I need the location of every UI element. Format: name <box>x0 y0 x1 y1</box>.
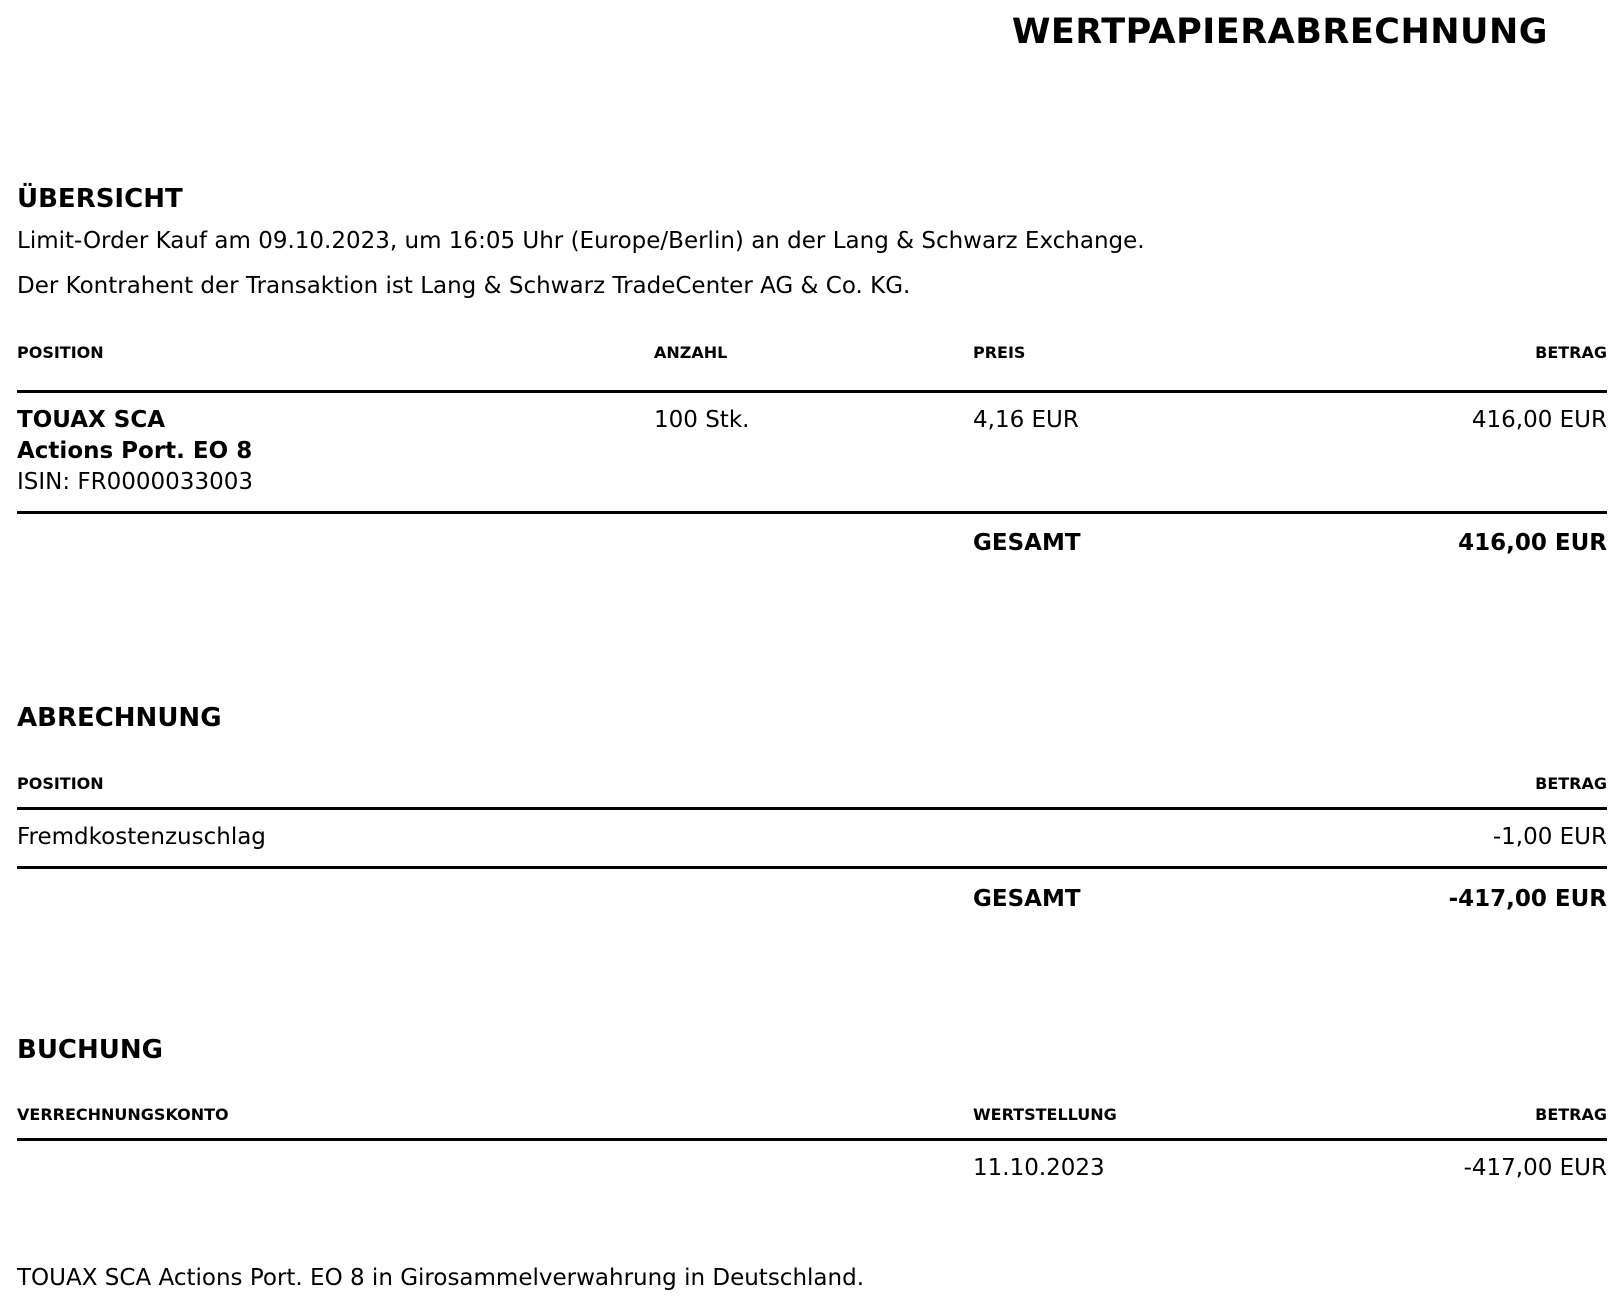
overview-heading: ÜBERSICHT <box>17 184 183 214</box>
booking-heading: BUCHUNG <box>17 1035 163 1065</box>
booking-amount: -417,00 EUR <box>1463 1155 1607 1181</box>
custody-note: TOUAX SCA Actions Port. EO 8 in Girosammelverwahrung in Deutschland. <box>17 1265 865 1291</box>
settlement-total-label: GESAMT <box>973 886 1081 912</box>
booking-col-amount: BETRAG <box>1535 1105 1607 1124</box>
fee-label: Fremdkostenzuschlag <box>17 824 266 850</box>
settlement-total-value: -417,00 EUR <box>1448 886 1607 912</box>
security-isin: ISIN: FR0000033003 <box>17 469 253 495</box>
booking-col-account: VERRECHNUNGSKONTO <box>17 1105 229 1124</box>
security-amount: 416,00 EUR <box>1471 407 1607 433</box>
overview-total-rule <box>17 511 1607 514</box>
overview-total-label: GESAMT <box>973 530 1081 556</box>
security-price: 4,16 EUR <box>973 407 1079 433</box>
booking-col-value-date: WERTSTELLUNG <box>973 1105 1117 1124</box>
overview-col-amount: BETRAG <box>1535 343 1607 362</box>
booking-header-rule <box>17 1138 1607 1141</box>
settlement-heading: ABRECHNUNG <box>17 703 222 733</box>
settlement-header-rule <box>17 807 1607 810</box>
overview-header-rule <box>17 390 1607 393</box>
overview-order-text: Limit-Order Kauf am 09.10.2023, um 16:05 Uhr (Europe/Berlin) an der Lang & Schwarz Exchange. <box>17 228 1145 254</box>
booking-value-date: 11.10.2023 <box>973 1155 1105 1181</box>
document-title: WERTPAPIERABRECHNUNG <box>1011 12 1548 52</box>
overview-col-quantity: ANZAHL <box>654 343 728 362</box>
settlement-col-position: POSITION <box>17 774 104 793</box>
overview-total-value: 416,00 EUR <box>1458 530 1607 556</box>
settlement-total-rule <box>17 866 1607 869</box>
security-quantity: 100 Stk. <box>654 407 750 433</box>
fee-amount: -1,00 EUR <box>1492 824 1607 850</box>
security-name: TOUAX SCA <box>17 407 165 433</box>
overview-col-position: POSITION <box>17 343 104 362</box>
overview-counterparty-text: Der Kontrahent der Transaktion ist Lang & Schwarz TradeCenter AG & Co. KG. <box>17 273 911 299</box>
settlement-col-amount: BETRAG <box>1535 774 1607 793</box>
security-subtitle: Actions Port. EO 8 <box>17 438 253 464</box>
overview-col-price: PREIS <box>973 343 1026 362</box>
